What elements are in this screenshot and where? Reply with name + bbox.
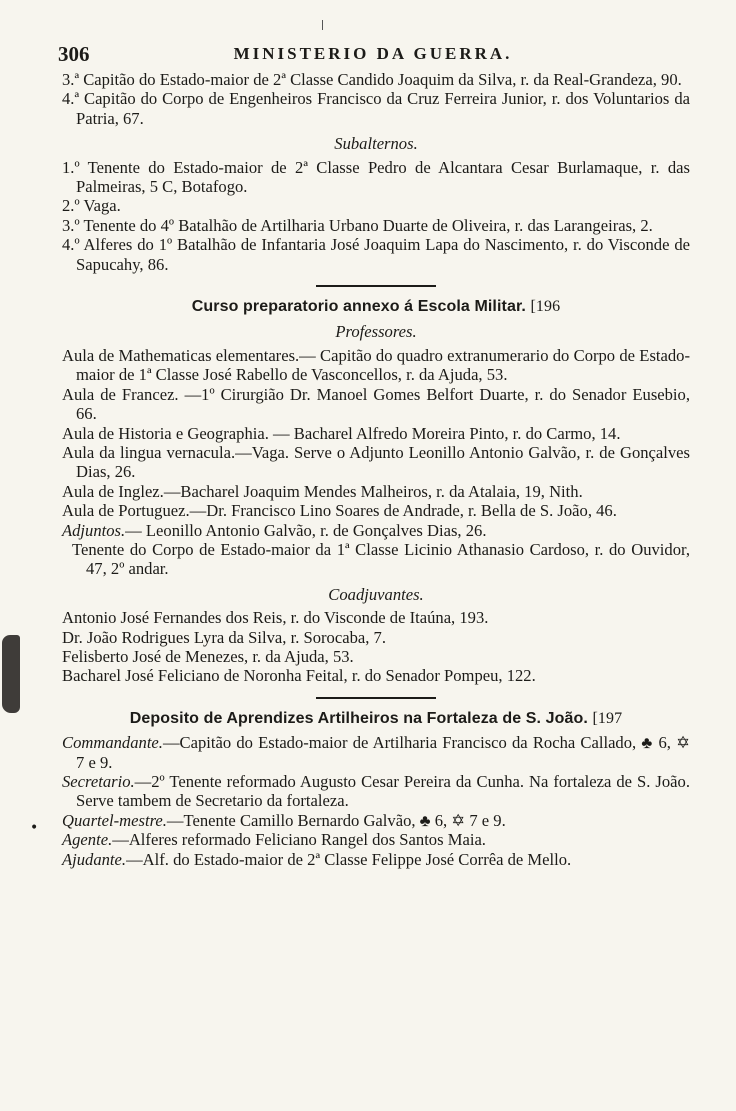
subalterno-entry: 4.º Alferes do 1º Batalhão de Infantaria José Joaquim Lapa do Nascimento, r. do Visconde de Sapucahy, 86. bbox=[62, 235, 690, 274]
professor-entry: Aula de Inglez.—Bacharel Joaquim Mendes Malheiros, r. da Atalaia, 19, Nith. bbox=[62, 481, 583, 501]
adjuntos-entry: Adjuntos.— Leonillo Antonio Galvão, r. de Gonçalves Dias, 26. bbox=[62, 520, 487, 540]
page-header bbox=[58, 42, 688, 66]
subalterno-entry: 1.º Tenente do Estado-maior de 2ª Classe Pedro de Alcantara Cesar Burlamaque, r. das Palmeiras, 5 C, Botafogo. bbox=[62, 157, 690, 197]
deposito-entry: Quartel-mestre.—Tenente Camillo Bernardo Galvão, ♣ 6, ✡ 7 e 9. bbox=[62, 810, 506, 830]
coadjuvantes-heading: Coadjuvantes. bbox=[328, 584, 424, 604]
coadjuvante-entry: Dr. João Rodrigues Lyra da Silva, r. Sorocaba, 7. bbox=[62, 627, 386, 647]
page-body bbox=[62, 70, 690, 869]
adjuntos-extra-entry: Tenente do Corpo de Estado-maior da 1ª Classe Licinio Athanasio Cardoso, r. do Ouvidor, 47, 2º andar. bbox=[72, 539, 690, 579]
professor-entry: Aula de Portuguez.—Dr. Francisco Lino Soares de Andrade, r. Bella de S. João, 46. bbox=[62, 501, 617, 521]
section-divider bbox=[316, 697, 436, 699]
subalterno-entry: 2.º Vaga. bbox=[62, 196, 121, 216]
section-title-curso: Curso preparatorio annexo á Escola Militar. [196 bbox=[191, 298, 561, 316]
professor-entry: Aula da lingua vernacula.—Vaga. Serve o Adjunto Leonillo Antonio Galvão, r. de Gonçalves Dias, 26. bbox=[62, 442, 690, 482]
professores-heading: Professores. bbox=[335, 322, 417, 342]
subalterno-entry: 3.º Tenente do 4º Batalhão de Artilharia Urbano Duarte de Oliveira, r. das Larangeiras, 2. bbox=[62, 215, 653, 235]
coadjuvante-entry: Bacharel José Feliciano de Noronha Feital, r. do Senador Pompeu, 122. bbox=[62, 666, 536, 686]
print-mark bbox=[322, 20, 323, 30]
page-number: 306 bbox=[58, 42, 90, 66]
section-divider bbox=[316, 285, 436, 287]
coadjuvante-entry: Antonio José Fernandes dos Reis, r. do Visconde de Itaúna, 193. bbox=[62, 608, 489, 628]
section-title-deposito: Deposito de Aprendizes Artilheiros na Fortaleza de S. João. [197 bbox=[129, 709, 623, 727]
subalternos-heading: Subalternos. bbox=[334, 134, 418, 154]
deposito-entry: Commandante.—Capitão do Estado-maior de Artilharia Francisco da Rocha Callado, ♣ 6, ✡ 7 e 9. bbox=[62, 733, 690, 772]
deposito-entry: Ajudante.—Alf. do Estado-maior de 2ª Classe Felippe José Corrêa de Mello. bbox=[62, 849, 572, 869]
deposito-entry: Secretario.—2º Tenente reformado Augusto Cesar Pereira da Cunha. Na fortaleza de S. João. Serve tambem de Secretario da fortaleza. bbox=[62, 772, 690, 811]
entry-top-4: 4.ª Capitão do Corpo de Engenheiros Francisco da Cruz Ferreira Junior, r. dos Voluntarios da Patria, 67. bbox=[62, 89, 690, 128]
entry-top-3: 3.ª Capitão do Estado-maior de 2ª Classe Candido Joaquim da Silva, r. da Real-Grandeza, 90. bbox=[62, 70, 682, 89]
professor-entry: Aula de Francez. —1º Cirurgião Dr. Manoel Gomes Belfort Duarte, r. do Senador Eusebio, 66. bbox=[62, 384, 690, 424]
professor-entry: Aula de Historia e Geographia. — Bacharel Alfredo Moreira Pinto, r. do Carmo, 14. bbox=[62, 423, 621, 443]
ink-blot-mark bbox=[2, 635, 20, 713]
professor-entry: Aula de Mathematicas elementares.— Capitão do quadro extranumerario do Corpo de Estado-maior de 1ª Classe José Rabello de Vasconcellos, r. da Ajuda, 53. bbox=[62, 345, 690, 385]
coadjuvante-entry: Felisberto José de Menezes, r. da Ajuda, 53. bbox=[62, 646, 354, 666]
running-title: MINISTERIO DA GUERRA. bbox=[233, 44, 513, 63]
margin-bullet-mark: • bbox=[30, 820, 39, 836]
deposito-entry: Agente.—Alferes reformado Feliciano Rangel dos Santos Maia. bbox=[62, 830, 486, 850]
